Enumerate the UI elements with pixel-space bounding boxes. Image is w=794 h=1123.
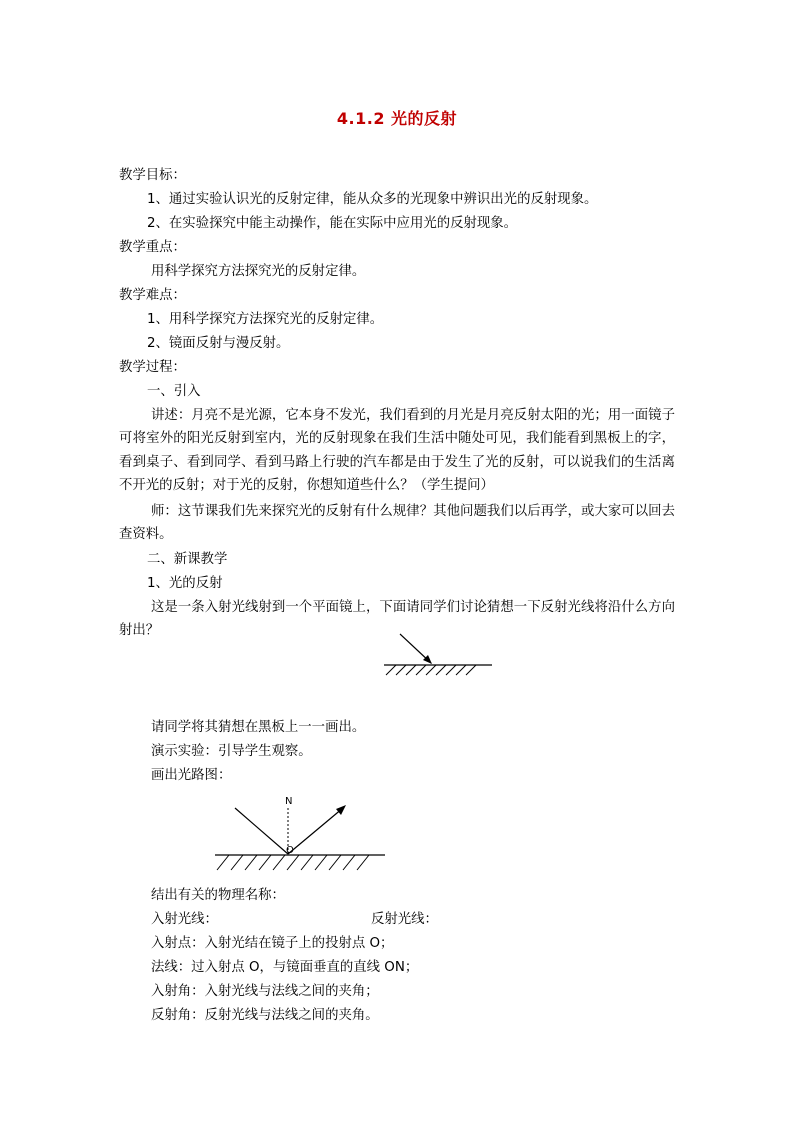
normal-term: 法线：过入射点 O，与镜面垂直的直线 ON； [151,960,419,975]
goal-item-1: 1、通过实验认识光的反射定律，能从众多的光现象中辨识出光的反射现象。 [147,192,598,207]
incident-ray-term: 入射光线： [151,912,218,927]
difficulty-item-2: 2、镜面反射与漫反射。 [147,336,290,351]
goals-heading: 教学目标： [119,168,186,183]
reflected-ray-term: 反射光线： [371,912,438,927]
question-paragraph: 这是一条入射光线射到一个平面镜上，下面请同学们讨论猜想一下反射光线将沿什么方向射出？ [119,600,675,639]
incident-point-term: 入射点：入射光结在镜子上的投射点 O； [151,936,394,951]
page-title: 4.1.2 光的反射 [336,109,458,128]
new-lesson-heading: 二、新课教学 [147,552,228,567]
step-2: 演示实验：引导学生观察。 [151,744,312,759]
reflection-diagram [215,790,390,875]
reflected-ray [288,808,343,854]
key-points-heading: 教学重点： [119,240,186,255]
incident-angle-term: 入射角：入射光线与法线之间的夹角； [151,984,379,999]
goal-item-2: 2、在实验探究中能主动操作，能在实际中应用光的反射现象。 [147,216,518,231]
process-heading: 教学过程： [119,360,186,375]
step-1: 请同学将其猜想在黑板上一一画出。 [151,720,366,735]
difficulty-item-1: 1、用科学探究方法探究光的反射定律。 [147,312,384,327]
terms-heading: 结出有关的物理名称： [151,888,285,903]
intro-heading: 一、引入 [147,384,201,399]
reflection-subheading: 1、光的反射 [147,576,223,591]
incident-ray-diagram [380,630,495,680]
step-3: 画出光路图： [151,768,232,783]
key-point-item: 用科学探究方法探究光的反射定律。 [151,264,366,279]
reflection-angle-term: 反射角：反射光线与法线之间的夹角。 [151,1008,379,1023]
intro-paragraph-1: 讲述：月亮不是光源，它本身不发光，我们看到的月光是月亮反射太阳的光；用一面镜子可将室外的阳光反射到室内，光的反射现象在我们生活中随处可见，我们能看到黑板上的字，看到桌子、看到同学、看到马路上行驶的汽车都是由于发生了光的反射，可以说我们的生活离不开光的反射；对于光的反射，你想知道些什么？（学生提问） [119,408,675,494]
difficulties-heading: 教学难点： [119,288,186,303]
incident-ray [235,808,288,854]
normal-label: N [285,796,293,807]
intro-paragraph-2: 师：这节课我们先来探究光的反射有什么规律？其他问题我们以后再学，或大家可以回去查资料。 [119,504,675,543]
incident-point-label: O [286,845,294,856]
reflected-arrowhead [336,805,346,815]
